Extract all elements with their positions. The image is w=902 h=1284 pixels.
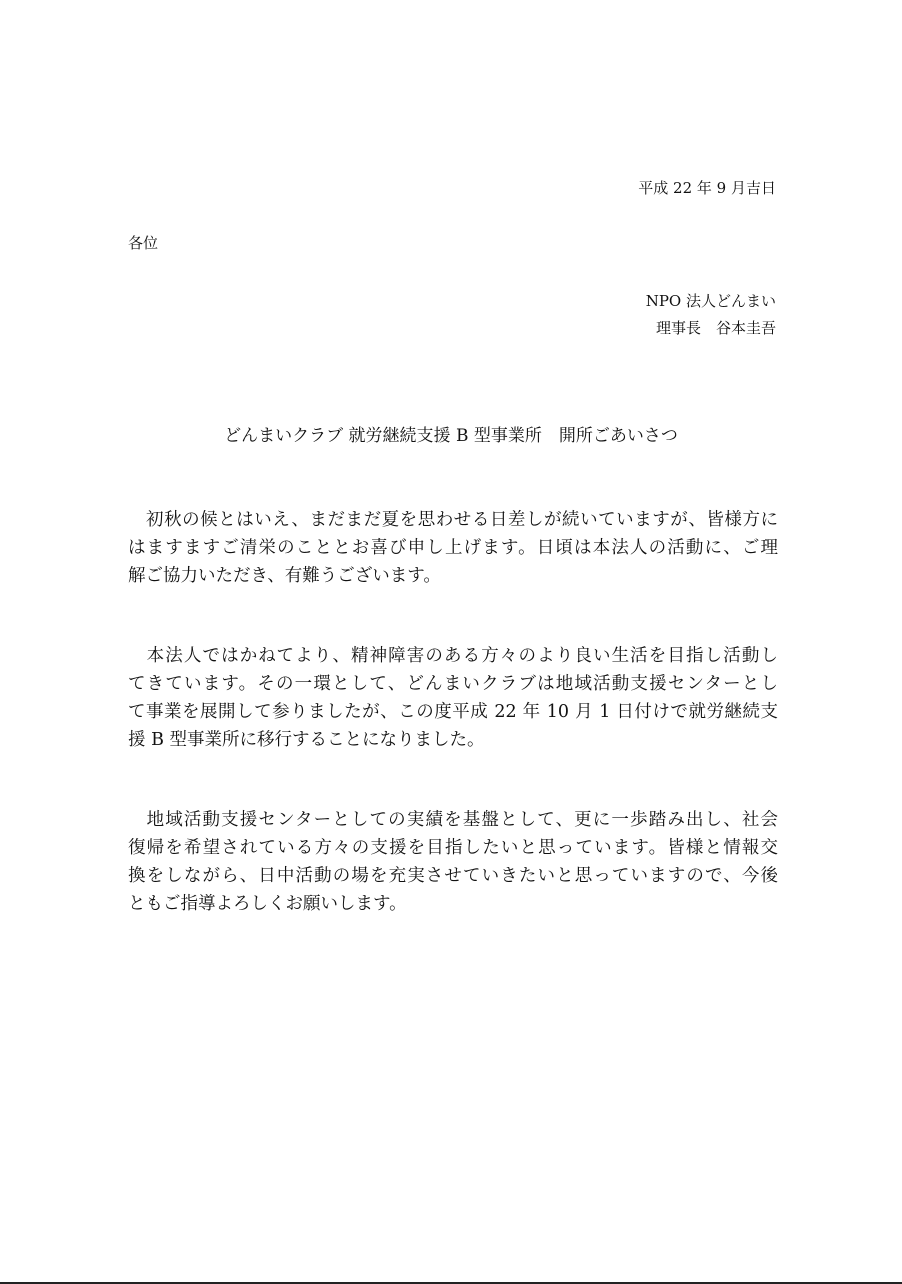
paragraph-line: はますますご清栄のこととお喜び申し上げます。日頃は本法人の活動に、ご理 [128, 538, 778, 558]
paragraph-line: ともご指導よろしくお願いします。 [128, 894, 407, 914]
body-paragraph-2 [128, 642, 778, 754]
paragraph-line: てきています。その一環として、どんまいクラブは地域活動支援センターとし [128, 674, 778, 694]
body-paragraph-3 [128, 806, 778, 918]
letter-date: 平成 22 年 9 月吉日 [638, 179, 776, 197]
paragraph-line: 地域活動支援センターとしての実績を基盤として、更に一歩踏み出し、社会 [128, 810, 778, 830]
paragraph-line: 本法人ではかねてより、精神障害のある方々のより良い生活を目指し活動し [128, 646, 778, 666]
sender-organization: NPO 法人どんまい [645, 292, 776, 310]
paragraph-line: 援 B 型事業所に移行することになりました。 [128, 730, 485, 750]
body-paragraph-1 [128, 506, 778, 590]
letter-sender [646, 288, 776, 342]
paragraph-line: 換をしながら、日中活動の場を充実させていきたいと思っていますので、今後 [128, 866, 778, 886]
letter-title: どんまいクラブ 就労継続支援 B 型事業所 開所ごあいさつ [224, 426, 678, 446]
paragraph-line: 解ご協力いただき、有難うございます。 [128, 566, 441, 586]
sender-representative: 理事長 谷本圭吾 [655, 319, 776, 337]
paragraph-line: 復帰を希望されている方々の支援を目指したいと思っています。皆様と情報交 [128, 838, 778, 858]
paragraph-line: 初秋の候とはいえ、まだまだ夏を思わせる日差しが続いていますが、皆様方に [128, 510, 778, 530]
paragraph-line: て事業を展開して参りましたが、この度平成 22 年 10 月 1 日付けで就労継続支 [128, 702, 778, 722]
letter-addressee: 各位 [128, 234, 159, 252]
